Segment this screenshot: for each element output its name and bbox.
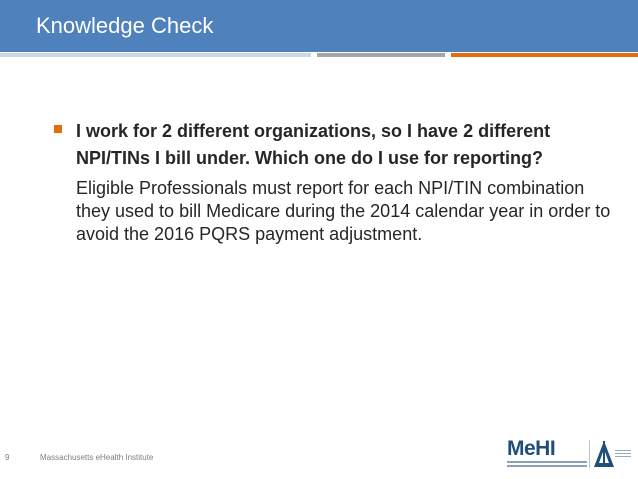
footer-organization: Massachusetts eHealth Institute [40,453,154,462]
logo-mark-lines [615,450,631,462]
accent-bar-lightblue [0,53,311,57]
title-bar [0,0,638,52]
answer-text: Eligible Professionals must report for each NPI/TIN combination they used to bill Medicare during the 2014 calendar year in order to avoid the 2016 PQRS payment adjustment. [76,178,611,244]
logo-subtitle-lines [507,461,587,467]
logo-text: MeHI [507,437,556,460]
accent-bar-gray [317,53,445,57]
square-bullet-icon [54,125,64,135]
logo-divider [589,440,590,468]
page-number: 9 [5,453,10,462]
triangle-logo-icon [593,439,615,474]
question-text: I work for 2 different organizations, so I have 2 different NPI/TINs I bill under. Which one do I use for reporting? [76,121,551,168]
accent-bar-orange [451,53,638,57]
mehi-logo [507,438,632,472]
slide-title: Knowledge Check [36,13,214,38]
